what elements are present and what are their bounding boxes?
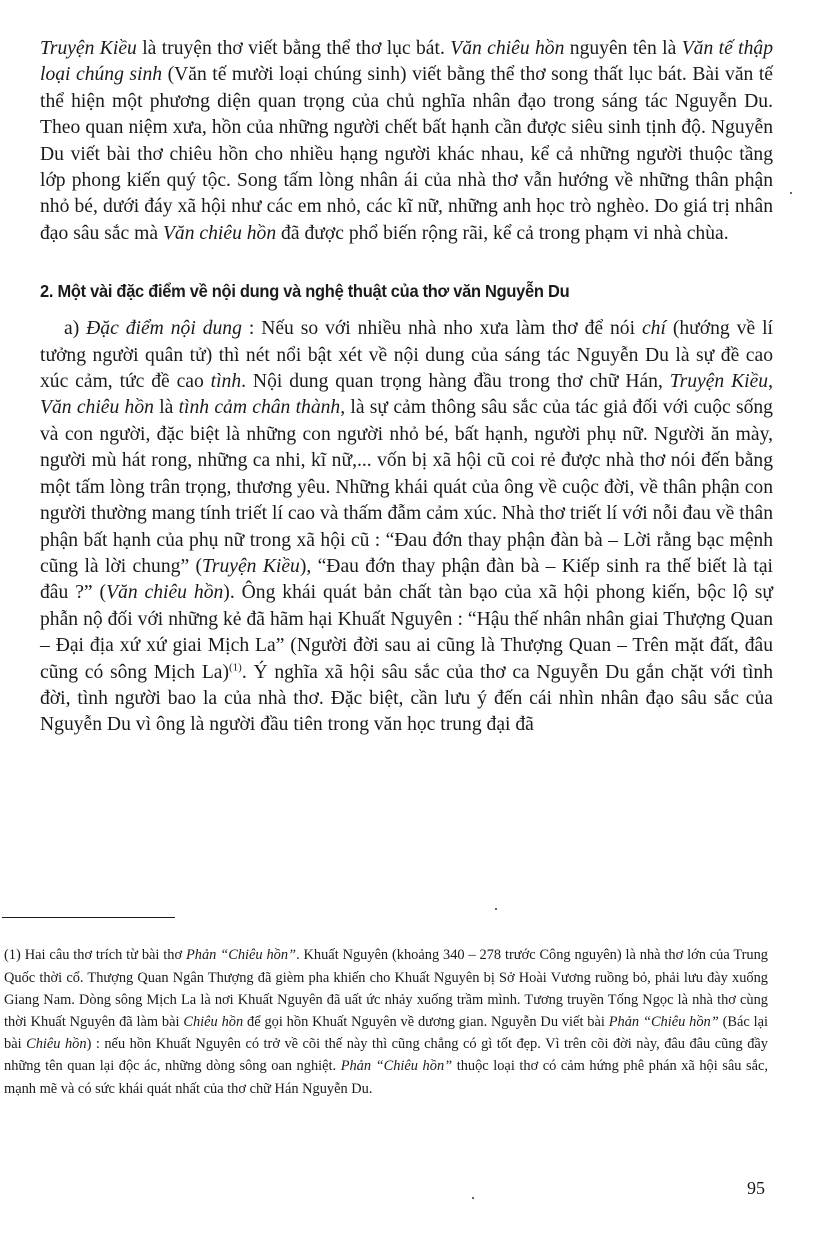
scan-speck [472,1197,474,1199]
footnote-marker: (1) [4,947,21,964]
page-number: 95 [747,1178,765,1198]
paragraph-1 [40,36,773,247]
italic-text: tình [210,371,242,393]
italic-text: Văn chiêu hồn [106,582,224,604]
italic-text: Phản “Chiêu hồn” [185,947,297,964]
text-run: . Ý nghĩa xã hội sâu sắc của thơ ca Nguyễn Du gắn chặt với tình đời, tình người bao la của nhà thơ. Đặc biệt, cần lưu ý đến cái nhìn nhân đạo sâu sắc của Nguyễn Du vì ông là người đầu tiên trong văn học trung đại đã [40,661,773,736]
text-run: (Văn tế mười loại chúng sinh) viết bằng thể thơ song thất lục bát. Bài văn tế thể hiện một phương diện quan trọng của chủ nghĩa nhân đạo trong sáng tác Nguyễn Du. Theo quan niệm xưa, hồn của những người chết bất hạnh cần được siêu sinh tịnh độ. Nguyễn Du viết bài thơ chiêu hồn cho nhiều hạng người khác nhau, kể cả những người thuộc tầng lớp phong kiến quý tộc. Song tấm lòng nhân ái của nhà thơ vẫn hướng về những thân phận nhỏ bé, dưới đáy xã hội như các em nhỏ, các kĩ nữ, những anh học trò nghèo. Do giá trị nhân đạo sâu sắc mà [40,64,773,244]
text-run: ), “Đau đớn thay phận đàn bà – Kiếp sinh ra thế biết là tại đâu ?” ( [40,555,773,604]
text-run: . Nội dung quan trọng hàng đầu trong thơ chữ Hán, [241,371,670,393]
italic-text: Văn chiêu hồn [40,397,154,419]
text-run: là truyện thơ viết bằng thể thơ lục bát. [136,38,451,59]
text-run: nguyên tên là [564,38,682,59]
text-run: a) [64,318,87,340]
text-run: . Khuất Nguyên (khoảng 340 – 278 trước Công nguyên) là nhà thơ lớn của Trung Quốc thời cổ. Thượng Quan Ngân Thượng đã gièm pha khiến cho Khuất Nguyên bị Sở Hoài Vương ruồng bỏ, phải lưu đày xuống Giang Nam. Dòng sông Mịch La là nơi Khuất Nguyên đã uất ức nhảy xuống trầm mình. Tương truyền Tống Ngọc là nhà thơ cùng thời Khuất Nguyên đã làm bài [4,947,768,1030]
italic-text: chí [641,318,666,340]
footnote-reference[interactable]: (1) [229,661,242,673]
text-run: ). Ông khái quát bản chất tàn bạo của xã hội phong kiến, bộc lộ sự phẫn nộ đối với những kẻ đã hãm hại Khuất Nguyên : “Hậu thế nhân nhân giai Thượng Quan – Đại địa xứ xứ giai Mịch La” (Người đời sau ai cũng là Thượng Quan – Trên mặt đất, đâu cũng có sông Mịch La) [40,582,773,683]
italic-text: tình cảm chân thành [178,397,341,419]
text-run: để gọi hồn Khuất Nguyên về dương gian. Nguyễn Du viết bài [243,1014,609,1030]
text-run: : Nếu so với nhiều nhà nho xưa làm thơ để nói [241,318,642,340]
footnote-divider [2,917,175,918]
scan-speck [495,908,497,910]
italic-text: Đặc điểm nội dung [86,318,242,340]
footnote [4,944,768,1099]
italic-text: Văn chiêu hồn [450,38,565,59]
text-run: (hướng về lí tưởng người quân tử) thì nét nổi bật xét về nội dung của sáng tác Nguyễn Du là sự đề cao xúc cảm, tức đề cao [40,318,773,393]
text-run: (Bác lại bài [4,1014,769,1053]
italic-text: Chiêu hồn [183,1014,244,1030]
text-run: , [768,371,773,393]
italic-text: Văn tế thập loại chúng sinh [40,38,773,86]
italic-text: Truyện Kiều [40,38,137,59]
text-run: đã được phổ biến rộng rãi, kể cả trong phạm vi nhà chùa. [276,222,729,244]
italic-text: Văn chiêu hồn [162,222,277,244]
text-run: là [153,397,179,419]
italic-text: Truyện Kiều [202,555,300,577]
scan-speck [790,192,792,194]
italic-text: Chiêu hồn [26,1036,87,1053]
italic-text: Phản “Chiêu hồn” [608,1014,719,1030]
page-body [40,36,773,739]
paragraph-2 [40,316,773,739]
text-run: Hai câu thơ trích từ bài thơ [24,947,186,964]
text-run: ) : nếu hồn Khuất Nguyên có trở về cõi thế này thì cũng chẳng có gì tốt đẹp. Vì trên cõi đời này, đâu đâu cũng đầy những tên quan lại độc ác, những dòng sông oan nghiệt. [4,1036,769,1075]
italic-text: Truyện Kiều [669,371,769,393]
text-run: , là sự cảm thông sâu sắc của tác giả đối với cuộc sống và con người, đặc biệt là những con người nhỏ bé, bất hạnh, người phụ nữ. Người ăn mày, người mù hát rong, những ca nhi, kĩ nữ,... vốn bị xã hội cũ coi rẻ được nhà thơ nói đến bằng một tấm lòng trân trọng, thương yêu. Những khái quát của ông về cuộc đời, về thân phận con người thường mang tính triết lí cao và thấm đẫm cảm xúc. Nhà thơ triết lí với nỗi đau về thân phận bất hạnh của phụ nữ trong xã hội cũ : “Đau đớn thay phận đàn bà – Lời rằng bạc mệnh cũng là lời chung” ( [40,397,773,577]
text-run: thuộc loại thơ có cảm hứng phê phán xã hội sâu sắc, mạnh mẽ và có sức khái quát nhất của thơ chữ Hán Nguyễn Du. [4,1058,769,1097]
section-heading: 2. Một vài đặc điểm về nội dung và nghệ thuật của thơ văn Nguyễn Du [40,281,570,302]
italic-text: Phản “Chiêu hồn” [340,1058,453,1075]
